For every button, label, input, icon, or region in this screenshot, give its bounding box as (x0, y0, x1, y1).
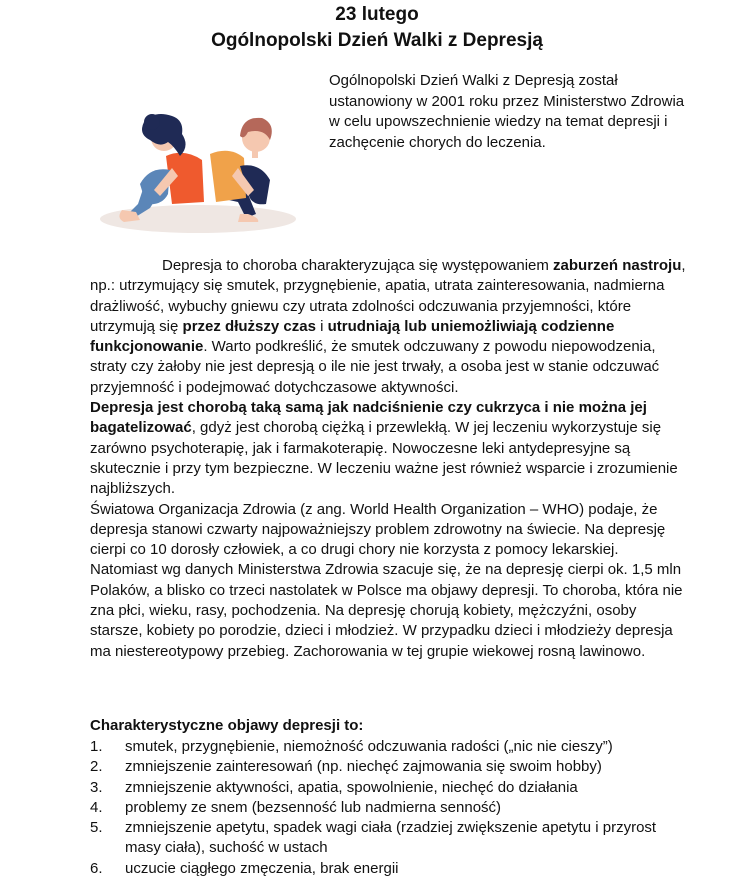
list-text: zmniejszenie zainteresowań (np. niechęć zajmowania się swoim hobby) (125, 758, 602, 776)
bold-text: Depresja jest chorobą taką samą jak nadciśnienie czy cukrzyca i nie można jej bagatelizować (90, 399, 647, 437)
list-text: zmniejszenie apetytu, spadek wagi ciała (rzadziej zwiększenie apetytu i przyrost masy ciała), suchość w ustach (125, 819, 657, 857)
paragraph-definition (90, 256, 690, 398)
bold-text: przez dłuższy czas (182, 317, 316, 335)
intro-paragraph: Ogólnopolski Dzień Walki z Depresją został ustanowiony w 2001 roku przez Ministerstwo Zdrowia w celu upowszechnienie wiedzy na temat depresji i zachęcenie chorych do leczenia. (329, 72, 685, 151)
text-span: , gdyż jest chorobą ciężką i przewlekłą. W jej leczeniu wykorzystuje się zarówno psychoterapię, jak i farmakoterapię. Nowoczesne leki antydepresyjne są skutecznie i przy tym bezpieczne. W leczeniu ważne jest również wsparcie i zrozumienie najbliższych. (90, 419, 678, 498)
list-number: 5. (90, 819, 103, 837)
text-span: i (315, 317, 328, 335)
list-number: 2. (90, 758, 103, 776)
page-title: Ogólnopolski Dzień Walki z Depresją (211, 30, 543, 51)
list-number: 1. (90, 738, 103, 755)
paragraph-statistics: Światowa Organizacja Zdrowia (z ang. World Health Organization – WHO) podaje, że depresja stanowi czwarty najpoważniejszy problem zdrowotny na świecie. Na depresję cierpi co 10 dorosły człowiek, a co drugi chory nie korzysta z pomocy lekarskiej. Natomiast wg danych Ministerstwa Zdrowia szacuje się, że na depresję cierpi ok. 1,5 mln Polaków, a blisko co trzeci nastolatek w Polsce ma objawy depresji. To choroba, która nie zna płci, wieku, rasy, pochodzenia. Na depresję chorują kobiety, mężczyźni, osoby starsze, kobiety po porodzie, dzieci i młodzież. W przypadku dzieci i młodzieży depresja ma niestereotypowy przebieg. Zachorowania w tej grupie wiekowej rosną lawinowo. (90, 500, 683, 660)
list-item (90, 798, 690, 818)
two-sad-people-sitting-back-to-back-illustration-icon (98, 106, 298, 238)
bold-text: utrudniają lub uniemożliwiają codzienne funkcjonowanie (90, 317, 615, 356)
list-number: 4. (90, 798, 103, 816)
bold-text: zaburzeń nastroju (553, 257, 682, 274)
text-span: , np.: utrzymujący się smutek, przygnębienie, apatia, utrata zainteresowania, nadmierna drażliwość, wybuchy gniewu czy utrata zdolności odczuwania przyjemności, które utrzymują się (90, 257, 686, 335)
date-heading: 23 lutego (335, 4, 419, 25)
list-text: uczucie ciągłego zmęczenia, brak energii (125, 859, 399, 877)
list-text: smutek, przygnębienie, niemożność odczuwania radości („nic nie cieszy”) (125, 738, 613, 755)
list-text: zmniejszenie aktywności, apatia, spowolnienie, niechęć do działania (125, 778, 578, 796)
list-number: 6. (90, 859, 103, 877)
list-item (90, 818, 690, 859)
list-text: problemy ze snem (bezsenność lub nadmierna senność) (125, 798, 502, 816)
text-span: . Warto podkreślić, że smutek odczuwany z powodu niepowodzenia, straty czy żałoby nie jest depresją o ile nie jest trwały, a osoba jest w stanie odczuwać przyjemność i podejmować dotychczasowe aktywności. (90, 338, 660, 396)
list-item (90, 778, 690, 798)
list-item (90, 859, 690, 879)
paragraph-treatment (90, 398, 690, 499)
symptoms-heading: Charakterystyczne objawy depresji to: (90, 717, 364, 734)
list-item (90, 757, 690, 777)
list-item (90, 737, 690, 757)
body-text (90, 256, 690, 662)
symptoms-list (90, 737, 690, 879)
list-number: 3. (90, 778, 103, 796)
text-span: Depresja to choroba charakteryzująca się występowaniem (162, 257, 554, 274)
